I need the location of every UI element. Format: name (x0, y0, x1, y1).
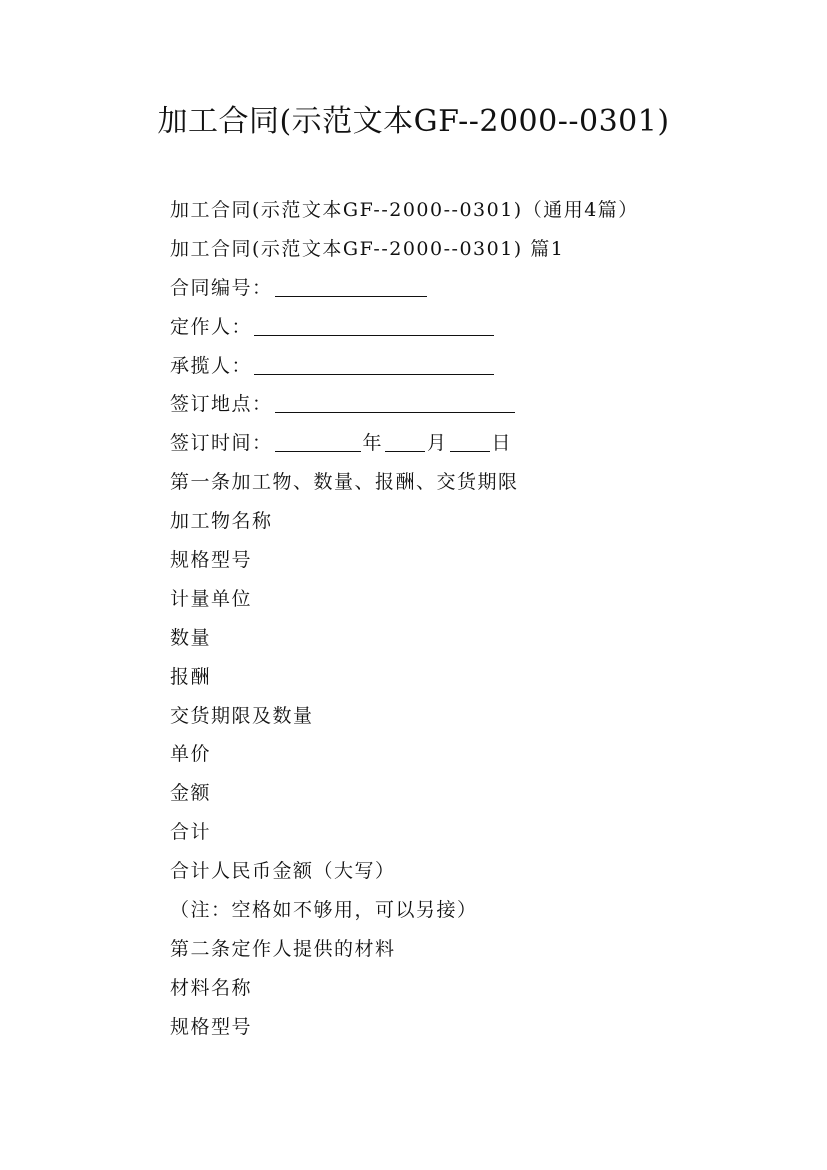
quantity-line: 数量 (170, 626, 212, 649)
year-label: 年 (362, 432, 384, 455)
day-label: 日 (491, 432, 513, 455)
contractor-blank (254, 354, 494, 375)
spec-line: 规格型号 (170, 549, 253, 572)
year-blank (275, 431, 361, 452)
item-name-line: 加工物名称 (170, 510, 273, 533)
article-1-heading: 第一条加工物、数量、报酬、交货期限 (170, 471, 519, 494)
article-2-heading: 第二条定作人提供的材料 (170, 937, 396, 960)
contract-number-label: 合同编号： (170, 276, 273, 299)
total-rmb-line: 合计人民币金额（大写） (170, 860, 396, 883)
orderer-label: 定作人： (170, 315, 253, 338)
note-line: （注：空格如不够用，可以另接） (170, 899, 478, 922)
sign-place-label: 签订地点： (170, 393, 273, 416)
day-blank (450, 431, 490, 452)
heading-line: 加工合同(示范文本GF--2000--0301)（通用4篇） (170, 199, 639, 221)
total-line: 合计 (170, 821, 212, 844)
unit-line: 计量单位 (170, 587, 253, 610)
contractor-label: 承揽人： (170, 354, 253, 377)
sign-place-blank (275, 392, 515, 413)
material-name-line: 材料名称 (170, 976, 253, 999)
contract-number-blank (275, 276, 427, 297)
orderer-line (170, 308, 790, 347)
month-blank (385, 431, 425, 452)
document-body (170, 191, 790, 1047)
orderer-blank (254, 315, 494, 336)
payment-line: 报酬 (170, 665, 212, 688)
sign-time-label: 签订时间： (170, 432, 273, 455)
subheading-line: 加工合同(示范文本GF--2000--0301) 篇1 (170, 237, 565, 260)
sign-time-line (170, 424, 790, 463)
amount-line: 金额 (170, 782, 212, 805)
delivery-line: 交货期限及数量 (170, 704, 314, 727)
unit-price-line: 单价 (170, 743, 212, 766)
contractor-line (170, 347, 790, 386)
sign-place-line (170, 385, 790, 424)
contract-number-line (170, 269, 790, 308)
month-label: 月 (427, 432, 448, 455)
document-title: 加工合同(示范文本GF--2000--0301) (157, 104, 670, 139)
spec-line-2: 规格型号 (170, 1015, 253, 1038)
